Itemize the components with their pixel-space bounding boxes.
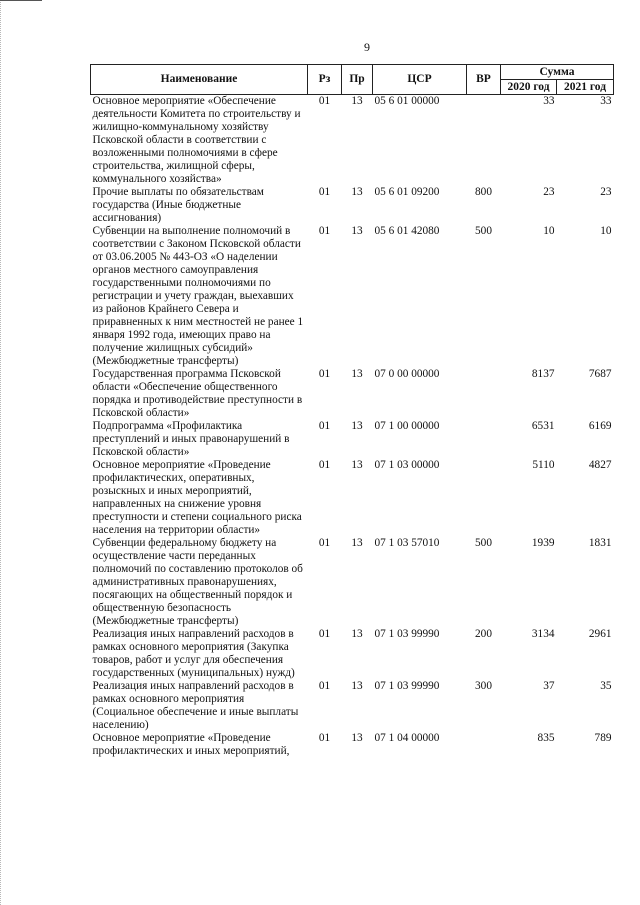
cell-sum-2020: 23: [543, 186, 555, 198]
cell-vr: 500: [475, 537, 492, 549]
cell-sum-2020: 37: [543, 680, 555, 692]
cell-name: Субвенции на выполнение полномочий в соответствии с Законом Псковской области от 03.06.2005 № 443-ОЗ «О наделении органов местного самоуправления государственными полномочиями по регистрации и учету граждан, выехавших из районов Крайнего Севера и приравненных к ним местностей не ранее 1 января 1992 года, имеющих право на получение жилищных субсидий» (Межбюджетные трансферты): [92, 225, 304, 367]
cell-pr: 13: [351, 186, 363, 198]
cell-pr: 13: [351, 732, 363, 744]
cell-pr: 13: [351, 95, 363, 107]
cell-name: Прочие выплаты по обязательствам государства (Иные бюджетные ассигнования): [92, 186, 264, 224]
cell-vr: [467, 420, 501, 459]
cell-rz: 01: [318, 459, 331, 471]
cell-sum-2020: 10: [543, 225, 555, 237]
cell-name: Основное мероприятие «Обеспечение деятельности Комитета по строительству и жилищно-коммунальному хозяйству Псковской области в соответствии с возложенными полномочиями в сфере строительства, жилищной сферы, коммунального хозяйства»: [92, 95, 301, 185]
cell-sum-2020: 5110: [532, 459, 555, 471]
cell-sum-2020: 1939: [531, 537, 555, 549]
header-sum: Сумма: [501, 65, 614, 80]
cell-csr: 07 1 03 99990: [374, 628, 440, 640]
scan-left-edge: [0, 0, 4, 905]
cell-sum-2020: 835: [537, 732, 555, 744]
cell-pr: 13: [351, 628, 363, 640]
cell-vr: 300: [475, 680, 492, 692]
header-year-2020: 2020 год: [501, 80, 557, 95]
cell-name: Реализация иных направлений расходов в рамках основного мероприятия (Социальное обеспечение и иные выплаты населению): [92, 680, 299, 731]
cell-pr: 13: [351, 537, 363, 549]
cell-csr: 07 1 03 00000: [374, 459, 440, 471]
cell-sum-2021: 33: [600, 95, 612, 107]
cell-sum-2020: 3134: [531, 628, 555, 640]
cell-vr: 800: [475, 186, 492, 198]
cell-rz: 01: [318, 732, 331, 744]
table-row: [91, 459, 614, 537]
cell-pr: 13: [351, 368, 363, 380]
cell-sum-2021: 789: [594, 732, 612, 744]
header-pr: Пр: [342, 65, 373, 95]
table-row: [91, 225, 614, 368]
cell-pr: 13: [351, 420, 363, 432]
cell-rz: 01: [318, 420, 331, 432]
header-rz: Рз: [308, 65, 342, 95]
cell-sum-2020: 33: [543, 95, 555, 107]
cell-sum-2021: 10: [600, 225, 612, 237]
cell-sum-2020: 8137: [531, 368, 555, 380]
cell-sum-2021: 4827: [588, 459, 612, 471]
cell-rz: 01: [318, 368, 331, 380]
table-row: [91, 368, 614, 420]
cell-vr: [467, 95, 501, 187]
cell-vr: [467, 459, 501, 537]
cell-sum-2021: 2961: [588, 628, 612, 640]
cell-name: Государственная программа Псковской области «Обеспечение общественного порядка и противодействие преступности в Псковской области»: [92, 368, 303, 419]
cell-csr: 05 6 01 09200: [374, 186, 440, 198]
cell-sum-2021: 1831: [588, 537, 612, 549]
cell-name: Основное мероприятие «Проведение профилактических, оперативных, розыскных и иных мероприятий, направленных на снижение уровня преступности и степени социального риска населения на территории области»: [92, 459, 302, 536]
cell-vr: [467, 732, 501, 758]
cell-csr: 07 1 03 99990: [374, 680, 440, 692]
cell-sum-2021: 7687: [588, 368, 612, 380]
page-number: 9: [364, 40, 370, 54]
cell-vr: 500: [475, 225, 492, 237]
table-header: [91, 65, 614, 95]
cell-name: Реализация иных направлений расходов в рамках основного мероприятия (Закупка товаров, работ и услуг для обеспечения государственных (муниципальных) нужд): [92, 628, 295, 679]
cell-pr: 13: [351, 680, 363, 692]
cell-rz: 01: [318, 225, 331, 237]
cell-csr: 05 6 01 42080: [374, 225, 440, 237]
cell-csr: 07 1 00 00000: [374, 420, 440, 432]
cell-csr: 07 1 04 00000: [374, 732, 440, 744]
cell-name: Субвенции федеральному бюджету на осуществление части переданных полномочий по составлению протоколов об административных правонарушениях, посягающих на общественный порядок и общественную безопасность (Межбюджетные трансферты): [92, 537, 303, 627]
cell-name: Основное мероприятие «Проведение профилактических и иных мероприятий,: [92, 732, 290, 757]
table-body: [91, 95, 614, 759]
cell-sum-2021: 23: [600, 186, 612, 198]
cell-sum-2021: 6169: [588, 420, 612, 432]
header-csr: ЦСР: [373, 65, 467, 95]
cell-rz: 01: [318, 537, 331, 549]
cell-sum-2020: 6531: [531, 420, 555, 432]
table-row: [91, 628, 614, 680]
header-vr: ВР: [467, 65, 501, 95]
cell-csr: 05 6 01 00000: [374, 95, 440, 107]
cell-vr: [467, 368, 501, 420]
header-year-2021: 2021 год: [557, 80, 614, 95]
scan-top-mark: [0, 0, 42, 1]
table-row: [91, 732, 614, 758]
cell-rz: 01: [318, 680, 331, 692]
table-row: [91, 95, 614, 187]
header-name: Наименование: [91, 65, 308, 95]
cell-rz: 01: [318, 186, 331, 198]
cell-csr: 07 0 00 00000: [374, 368, 440, 380]
cell-vr: 200: [475, 628, 492, 640]
table-row: [91, 537, 614, 628]
table-row: [91, 680, 614, 732]
cell-csr: 07 1 03 57010: [374, 537, 440, 549]
cell-pr: 13: [351, 225, 363, 237]
budget-table: [90, 64, 614, 758]
cell-pr: 13: [351, 459, 363, 471]
cell-sum-2021: 35: [600, 680, 612, 692]
table-row: [91, 186, 614, 225]
table-row: [91, 420, 614, 459]
cell-rz: 01: [318, 628, 331, 640]
cell-name: Подпрограмма «Профилактика преступлений и иных правонарушений в Псковской области»: [92, 420, 290, 458]
cell-rz: 01: [318, 95, 331, 107]
